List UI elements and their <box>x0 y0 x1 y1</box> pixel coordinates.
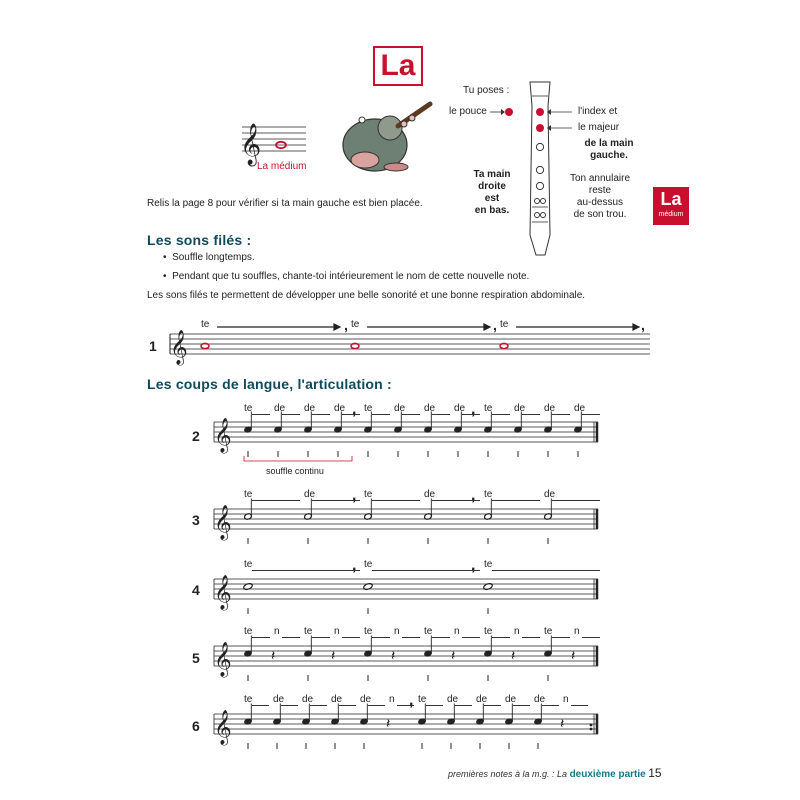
svg-text:,: , <box>641 317 645 333</box>
quarter-rest: 𝄽 <box>571 648 576 664</box>
sons-files-paragraph: Les sons filés te permettent de développer une belle sonorité et une bonne respiration abdominale. <box>147 290 586 301</box>
syllable: n <box>574 626 580 637</box>
right-hand-line3: est <box>484 193 500 204</box>
staff-ex1 <box>170 334 650 354</box>
exercise-number-6: 6 <box>192 718 200 734</box>
bullet-2-text: Pendant que tu souffles, chante-toi intérieurement le nom de cette nouvelle note. <box>172 271 530 282</box>
syllable-underline <box>492 414 510 415</box>
syllable: n <box>454 626 460 637</box>
syllable: te <box>244 403 253 414</box>
syllable: te <box>484 403 493 414</box>
syllable-underline <box>282 414 300 415</box>
svg-text:𝄞: 𝄞 <box>214 642 232 677</box>
syllable: te <box>244 489 253 500</box>
thumb-label: le pouce <box>449 106 487 117</box>
syllable: te <box>544 626 553 637</box>
syllable-underline <box>342 637 360 638</box>
right-hand-line1: Ta main <box>473 169 511 180</box>
syllable: te <box>304 626 313 637</box>
exercise-number-3: 3 <box>192 512 200 528</box>
left-hand-line1: de la main <box>584 138 634 149</box>
syllable-underline <box>312 637 330 638</box>
syllable: te <box>500 319 509 330</box>
quarter-rest: 𝄽 <box>391 648 396 664</box>
ex1-arrows <box>217 324 639 330</box>
bullet-1: • Souffle longtemps. <box>163 252 255 263</box>
svg-text:,: , <box>493 317 497 333</box>
syllable-underline <box>368 705 385 706</box>
ex1-breath-marks <box>344 317 645 333</box>
reminder-text: Relis la page 8 pour vérifier si ta main gauche est bien placée. <box>147 198 423 209</box>
syllable: te <box>484 559 493 570</box>
syllable: n <box>514 626 520 637</box>
syllable-underline <box>462 637 480 638</box>
sons-files-heading: Les sons filés : <box>147 232 252 248</box>
syllable: de <box>334 403 346 414</box>
hole-2-closed <box>536 124 544 132</box>
hole-4-open <box>536 166 543 173</box>
syllable-underline <box>432 637 450 638</box>
syllable-underline <box>339 705 356 706</box>
syllable: de <box>273 694 285 705</box>
breath-mark: , <box>352 487 357 504</box>
syllable-underline <box>252 500 300 501</box>
syllable: de <box>304 489 316 500</box>
syllable: te <box>364 626 373 637</box>
hole-5-open <box>536 182 543 189</box>
hole-3-open <box>536 143 543 150</box>
syllable-underline <box>372 637 390 638</box>
quarter-rest: 𝄽 <box>451 648 456 664</box>
syllable: de <box>394 403 406 414</box>
syllable-underline <box>402 637 420 638</box>
syllable-underline <box>552 637 570 638</box>
syllable-underline <box>372 414 390 415</box>
syllable-underline <box>312 414 330 415</box>
middle-label: le majeur <box>578 122 620 133</box>
syllable-underline <box>432 414 450 415</box>
fingering-intro: Tu poses : <box>463 85 510 96</box>
syllable: te <box>201 319 210 330</box>
syllable: de <box>514 403 526 414</box>
small-treble-clef-icon: 𝄞 <box>240 124 262 165</box>
syllable-underline <box>522 637 540 638</box>
treble-clefs <box>214 418 232 746</box>
index-label: l'index et <box>578 106 618 117</box>
syllable: de <box>274 403 286 414</box>
footer-text: premières notes à la m.g. : La <box>448 769 568 779</box>
side-note-badge <box>653 187 689 225</box>
syllable-underline <box>542 705 559 706</box>
treble-clef-icon: 𝄞 <box>170 330 188 365</box>
quarter-rest: 𝄽 <box>331 648 336 664</box>
right-hand-line4: en bas. <box>474 205 510 216</box>
syllable: de <box>574 403 586 414</box>
syllable: te <box>484 626 493 637</box>
souffle-continu-label: souffle continu <box>266 466 324 476</box>
thumb-hole-closed <box>505 108 513 116</box>
syllable: de <box>505 694 517 705</box>
syllable: de <box>544 403 556 414</box>
side-badge-label: médium <box>658 211 684 218</box>
syllable-underline <box>484 705 501 706</box>
quarter-rest: 𝄽 <box>560 716 565 732</box>
side-badge-note: La <box>660 189 682 209</box>
syllable-underline <box>402 414 420 415</box>
syllable-underline <box>513 705 530 706</box>
syllable: n <box>563 694 569 705</box>
souffle-continu-bracket <box>244 456 352 461</box>
syllable: te <box>364 403 373 414</box>
syllable: te <box>244 694 253 705</box>
syllable: n <box>274 626 280 637</box>
syllable: te <box>244 626 253 637</box>
syllable: de <box>360 694 372 705</box>
syllable: n <box>334 626 340 637</box>
breath-mark: , <box>471 557 476 574</box>
syllable-underline <box>281 705 298 706</box>
footer <box>448 766 662 780</box>
bullet-1-text: Souffle longtemps. <box>172 252 255 263</box>
syllable-underline <box>252 414 270 415</box>
quarter-rest: 𝄽 <box>386 716 391 732</box>
breath-mark: , <box>409 692 414 709</box>
repeat-dots <box>590 724 593 731</box>
syllable-underline <box>282 637 300 638</box>
breath-mark: , <box>471 401 476 418</box>
syllable: de <box>424 403 436 414</box>
breath-mark: , <box>471 487 476 504</box>
syllable-underline <box>342 414 360 415</box>
note-staff-label: La médium <box>257 161 307 172</box>
syllable-underline <box>582 414 600 415</box>
exercise-number-5: 5 <box>192 650 200 666</box>
syllable: de <box>302 694 314 705</box>
syllable: de <box>476 694 488 705</box>
left-hand-line2: gauche. <box>590 150 628 161</box>
syllable-underline <box>492 570 600 571</box>
hole-1-closed <box>536 108 544 116</box>
syllable-underline <box>310 705 327 706</box>
ring-line4: de son trou. <box>573 209 627 220</box>
syllable-underline <box>426 705 443 706</box>
syllable: te <box>364 489 373 500</box>
breath-mark: , <box>352 401 357 418</box>
syllable-underline <box>455 705 472 706</box>
syllable-underline <box>252 637 270 638</box>
syllable-underline <box>252 705 269 706</box>
syllable: de <box>544 489 556 500</box>
syllable-underline <box>582 637 600 638</box>
syllable-underline <box>492 637 510 638</box>
syllable-underline <box>252 570 360 571</box>
exercise-number-1: 1 <box>149 338 157 354</box>
ring-line1: Ton annulaire <box>569 173 631 184</box>
syllable-underline <box>372 570 480 571</box>
syllable: de <box>304 403 316 414</box>
syllable: de <box>447 694 459 705</box>
syllable: te <box>484 489 493 500</box>
syllable-underline <box>552 414 570 415</box>
syllable: te <box>364 559 373 570</box>
page-number: 15 <box>648 766 662 780</box>
footer-section: deuxième partie <box>569 769 646 780</box>
exercise-number-2: 2 <box>192 428 200 444</box>
svg-text:𝄞: 𝄞 <box>214 418 232 453</box>
breath-mark: , <box>352 557 357 574</box>
ring-line3: au-dessus <box>576 197 624 208</box>
syllable-underline <box>552 500 600 501</box>
mole-flute-illustration <box>343 104 430 171</box>
syllable: te <box>244 559 253 570</box>
syllable: de <box>534 694 546 705</box>
right-hand-line2: droite <box>478 181 506 192</box>
syllable: n <box>394 626 400 637</box>
svg-text:,: , <box>344 317 348 333</box>
svg-text:𝄞: 𝄞 <box>214 575 232 610</box>
syllable: te <box>351 319 360 330</box>
quarter-rest: 𝄽 <box>511 648 516 664</box>
syllable: de <box>331 694 343 705</box>
svg-text:𝄞: 𝄞 <box>214 505 232 540</box>
syllable: te <box>418 694 427 705</box>
right-hand-note <box>462 169 522 217</box>
svg-text:𝄞: 𝄞 <box>214 710 232 745</box>
ring-finger-note <box>560 173 640 221</box>
exercise-number-4: 4 <box>192 582 200 598</box>
ring-line2: reste <box>588 185 612 196</box>
syllable-underline <box>571 705 588 706</box>
syllable-underline <box>492 500 540 501</box>
syllable: de <box>454 403 466 414</box>
syllable: n <box>389 694 395 705</box>
syllable-underline <box>522 414 540 415</box>
note-title: La <box>373 46 423 86</box>
articulation-heading: Les coups de langue, l'articulation : <box>147 376 392 392</box>
quarter-rest: 𝄽 <box>271 648 276 664</box>
syllable-underline <box>372 500 420 501</box>
syllable: de <box>424 489 436 500</box>
syllable: te <box>424 626 433 637</box>
bullet-2: • Pendant que tu souffles, chante-toi intérieurement le nom de cette nouvelle note. <box>163 271 530 282</box>
